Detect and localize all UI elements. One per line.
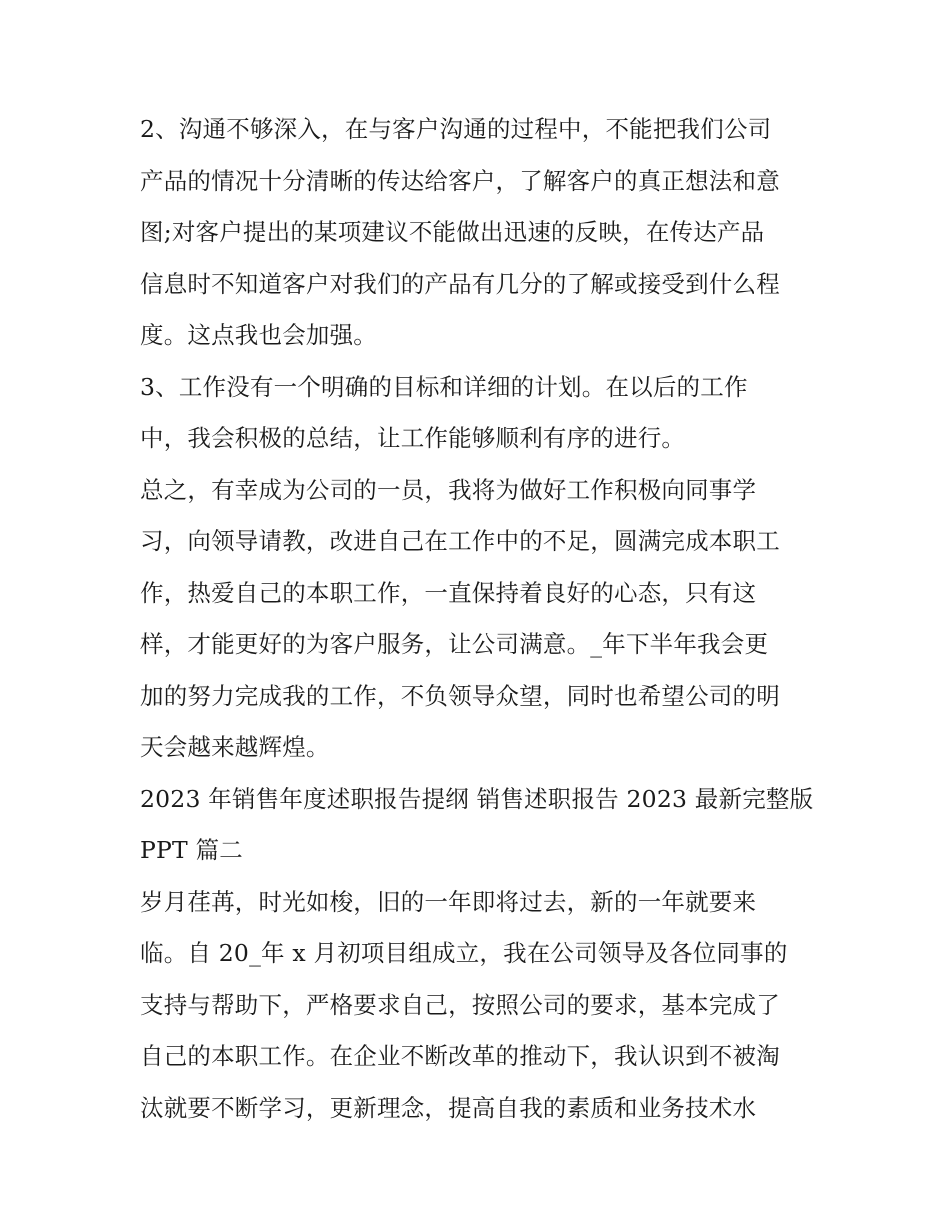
text-line: 总之，有幸成为公司的一员，我将为做好工作积极向同事学 xyxy=(140,475,757,504)
text-line: 样，才能更好的为客户服务，让公司满意。_年下半年我会更 xyxy=(140,630,769,658)
text-line: 天会越来越辉煌。 xyxy=(140,733,330,761)
text-line: 自己的本职工作。在企业不断改革的推动下，我认识到不被淘 xyxy=(140,1042,780,1070)
section-heading-line: PPT 篇二 xyxy=(140,836,243,864)
text-line: 信息时不知道客户对我们的产品有几分的了解或接受到什么程 xyxy=(140,269,780,298)
section-heading-line: 2023 年销售年度述职报告提纲 销售述职报告 2023 最新完整版 xyxy=(140,784,814,813)
text-line: 支持与帮助下，严格要求自己，按照公司的要求，基本完成了 xyxy=(140,990,780,1019)
text-line: 图;对客户提出的某项建议不能做出迅速的反映，在传达产品 xyxy=(140,218,765,246)
text-line: 习，向领导请教，改进自己在工作中的不足，圆满完成本职工 xyxy=(140,527,780,555)
text-line: 岁月荏苒，时光如梭，旧的一年即将过去，新的一年就要来 xyxy=(140,887,757,916)
text-line: 3、工作没有一个明确的目标和详细的计划。在以后的工作 xyxy=(140,372,748,401)
text-line: 汰就要不断学习，更新理念，提高自我的素质和业务技术水 xyxy=(140,1093,757,1122)
text-line: 度。这点我也会加强。 xyxy=(140,321,377,349)
text-line: 2、沟通不够深入，在与客户沟通的过程中，不能把我们公司 xyxy=(140,115,772,143)
text-line: 产品的情况十分清晰的传达给客户，了解客户的真正想法和意 xyxy=(140,166,780,195)
text-line: 临。自 20_年 x 月初项目组成立，我在公司领导及各位同事的 xyxy=(140,939,788,967)
document-body xyxy=(140,104,820,1134)
text-line: 作，热爱自己的本职工作，一直保持着良好的心态，只有这 xyxy=(140,578,757,607)
text-line: 加的努力完成我的工作，不负领导众望，同时也希望公司的明 xyxy=(140,681,780,710)
text-line: 中，我会积极的总结，让工作能够顺利有序的进行。 xyxy=(140,424,686,452)
